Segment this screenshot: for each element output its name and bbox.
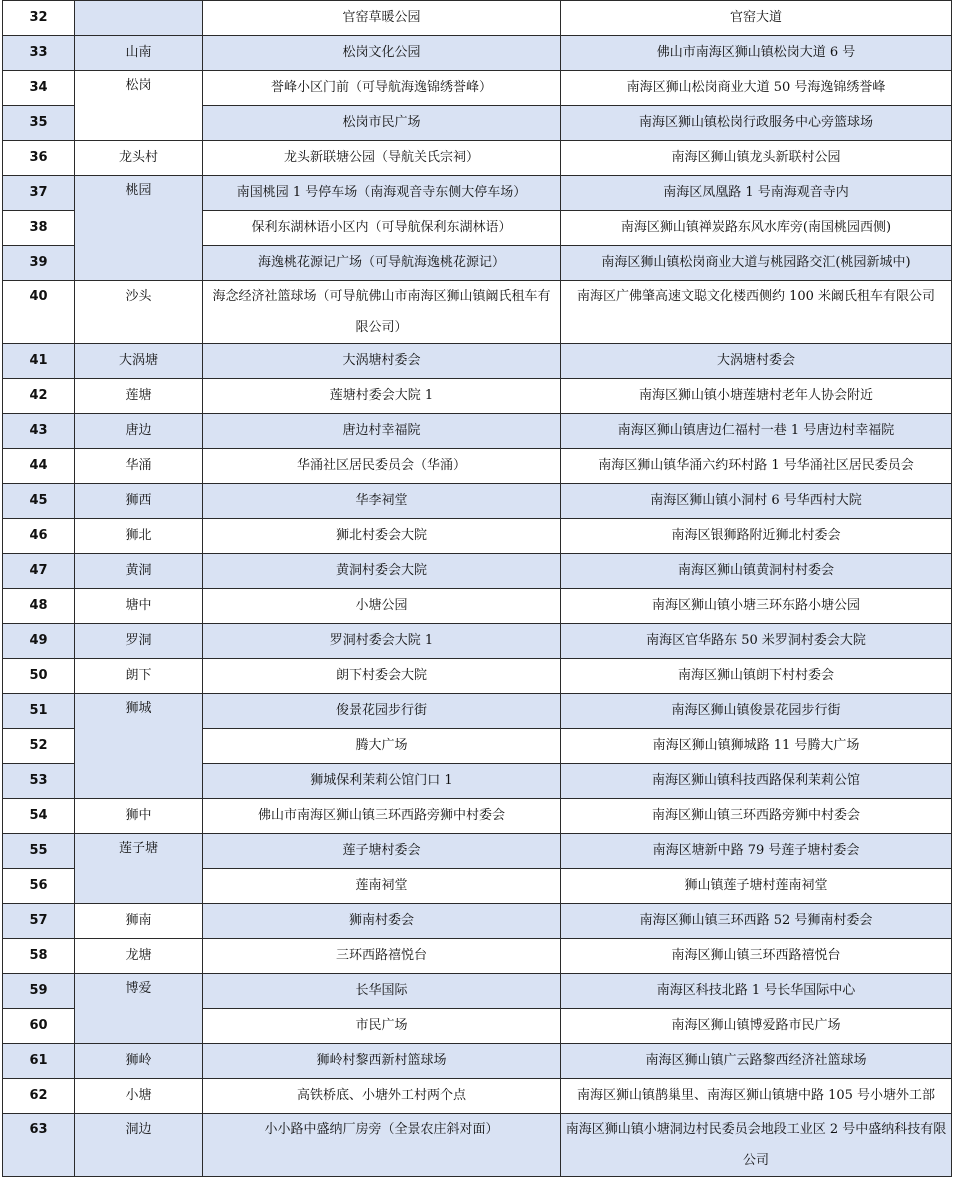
area-cell: 狮城 <box>75 694 203 799</box>
table-row <box>3 974 952 1009</box>
location-address: 南海区狮山镇唐边仁福村一巷 1 号唐边村幸福院 <box>561 414 952 449</box>
location-name: 保利东湖林语小区内（可导航保利东湖林语） <box>203 211 561 246</box>
table-row <box>3 939 952 974</box>
location-name: 海逸桃花源记广场（可导航海逸桃花源记） <box>203 246 561 281</box>
row-number: 37 <box>3 176 75 211</box>
location-address: 南海区狮山镇小塘莲塘村老年人协会附近 <box>561 379 952 414</box>
row-number: 58 <box>3 939 75 974</box>
area-cell: 洞边 <box>75 1114 203 1177</box>
location-address: 南海区广佛肇高速文聪文化楼西侧约 100 米阚氏租车有限公司 <box>561 281 952 344</box>
location-address: 南海区狮山镇三环西路禧悦台 <box>561 939 952 974</box>
location-name: 腾大广场 <box>203 729 561 764</box>
location-table <box>2 0 952 1177</box>
row-number: 38 <box>3 211 75 246</box>
row-number: 51 <box>3 694 75 729</box>
location-name: 佛山市南海区狮山镇三环西路旁狮中村委会 <box>203 799 561 834</box>
location-name: 小小路中盛纳厂房旁（全景农庄斜对面） <box>203 1114 561 1177</box>
row-number: 56 <box>3 869 75 904</box>
area-cell: 罗洞 <box>75 624 203 659</box>
row-number: 46 <box>3 519 75 554</box>
row-number: 32 <box>3 1 75 36</box>
location-name: 海念经济社篮球场（可导航佛山市南海区狮山镇阚氏租车有限公司） <box>203 281 561 344</box>
row-number: 59 <box>3 974 75 1009</box>
table-row <box>3 344 952 379</box>
location-name: 黄洞村委会大院 <box>203 554 561 589</box>
table-row <box>3 1079 952 1114</box>
table-row <box>3 414 952 449</box>
table-row <box>3 1 952 36</box>
row-number: 53 <box>3 764 75 799</box>
location-address: 南海区狮山镇小塘洞边村民委员会地段工业区 2 号中盛纳科技有限公司 <box>561 1114 952 1177</box>
location-name: 朗下村委会大院 <box>203 659 561 694</box>
location-name: 唐边村幸福院 <box>203 414 561 449</box>
location-address: 狮山镇莲子塘村莲南祠堂 <box>561 869 952 904</box>
row-number: 50 <box>3 659 75 694</box>
location-name: 狮岭村黎西新村篮球场 <box>203 1044 561 1079</box>
location-address: 南海区狮山镇龙头新联村公园 <box>561 141 952 176</box>
area-cell: 狮西 <box>75 484 203 519</box>
location-address: 官窑大道 <box>561 1 952 36</box>
area-cell: 龙塘 <box>75 939 203 974</box>
row-number: 54 <box>3 799 75 834</box>
table-row <box>3 484 952 519</box>
area-cell: 狮中 <box>75 799 203 834</box>
location-address: 大涡塘村委会 <box>561 344 952 379</box>
row-number: 39 <box>3 246 75 281</box>
row-number: 45 <box>3 484 75 519</box>
location-name: 莲子塘村委会 <box>203 834 561 869</box>
location-name: 莲塘村委会大院 1 <box>203 379 561 414</box>
location-name: 俊景花园步行街 <box>203 694 561 729</box>
location-name: 市民广场 <box>203 1009 561 1044</box>
location-address: 南海区狮山镇三环西路 52 号狮南村委会 <box>561 904 952 939</box>
location-address: 南海区科技北路 1 号长华国际中心 <box>561 974 952 1009</box>
table-row <box>3 554 952 589</box>
area-cell: 莲塘 <box>75 379 203 414</box>
area-cell: 狮南 <box>75 904 203 939</box>
row-number: 63 <box>3 1114 75 1177</box>
table-row <box>3 36 952 71</box>
row-number: 55 <box>3 834 75 869</box>
area-cell <box>75 1 203 36</box>
area-cell: 唐边 <box>75 414 203 449</box>
location-address: 南海区狮山镇俊景花园步行街 <box>561 694 952 729</box>
area-cell: 莲子塘 <box>75 834 203 904</box>
table-row <box>3 1114 952 1177</box>
table-row <box>3 1044 952 1079</box>
table-row <box>3 659 952 694</box>
location-name: 小塘公园 <box>203 589 561 624</box>
area-cell: 黄洞 <box>75 554 203 589</box>
location-address: 南海区狮山镇朗下村村委会 <box>561 659 952 694</box>
location-address: 南海区狮山镇科技西路保利茉莉公馆 <box>561 764 952 799</box>
table-row <box>3 519 952 554</box>
location-name: 高铁桥底、小塘外工村两个点 <box>203 1079 561 1114</box>
table-row <box>3 799 952 834</box>
row-number: 40 <box>3 281 75 344</box>
area-cell: 朗下 <box>75 659 203 694</box>
location-name: 龙头新联塘公园（导航关氏宗祠） <box>203 141 561 176</box>
location-address: 南海区狮山镇广云路黎西经济社篮球场 <box>561 1044 952 1079</box>
row-number: 52 <box>3 729 75 764</box>
location-name: 莲南祠堂 <box>203 869 561 904</box>
location-name: 华涌社区居民委员会（华涌） <box>203 449 561 484</box>
table-row <box>3 281 952 344</box>
table-row <box>3 449 952 484</box>
location-name: 狮南村委会 <box>203 904 561 939</box>
location-name: 松岗市民广场 <box>203 106 561 141</box>
row-number: 41 <box>3 344 75 379</box>
row-number: 44 <box>3 449 75 484</box>
location-name: 狮城保利茉莉公馆门口 1 <box>203 764 561 799</box>
table-row <box>3 71 952 106</box>
table-row <box>3 834 952 869</box>
table-row <box>3 624 952 659</box>
location-address: 南海区狮山镇狮城路 11 号腾大广场 <box>561 729 952 764</box>
location-name: 华李祠堂 <box>203 484 561 519</box>
row-number: 48 <box>3 589 75 624</box>
area-cell: 小塘 <box>75 1079 203 1114</box>
location-address: 南海区狮山镇博爱路市民广场 <box>561 1009 952 1044</box>
area-cell: 华涌 <box>75 449 203 484</box>
location-name: 官窑草暖公园 <box>203 1 561 36</box>
location-name: 罗洞村委会大院 1 <box>203 624 561 659</box>
area-cell: 大涡塘 <box>75 344 203 379</box>
location-address: 佛山市南海区狮山镇松岗大道 6 号 <box>561 36 952 71</box>
row-number: 36 <box>3 141 75 176</box>
location-name: 南国桃园 1 号停车场（南海观音寺东侧大停车场） <box>203 176 561 211</box>
row-number: 42 <box>3 379 75 414</box>
area-cell: 山南 <box>75 36 203 71</box>
row-number: 61 <box>3 1044 75 1079</box>
location-address: 南海区狮山镇鹊巢里、南海区狮山镇塘中路 105 号小塘外工部 <box>561 1079 952 1114</box>
location-address: 南海区狮山镇禅炭路东风水库旁(南国桃园西侧) <box>561 211 952 246</box>
location-address: 南海区狮山松岗商业大道 50 号海逸锦绣誉峰 <box>561 71 952 106</box>
table-row <box>3 379 952 414</box>
location-address: 南海区狮山镇小洞村 6 号华西村大院 <box>561 484 952 519</box>
row-number: 34 <box>3 71 75 106</box>
area-cell: 龙头村 <box>75 141 203 176</box>
row-number: 35 <box>3 106 75 141</box>
table-row <box>3 141 952 176</box>
row-number: 60 <box>3 1009 75 1044</box>
location-address: 南海区银狮路附近狮北村委会 <box>561 519 952 554</box>
location-address: 南海区狮山镇黄洞村村委会 <box>561 554 952 589</box>
location-address: 南海区狮山镇松岗行政服务中心旁篮球场 <box>561 106 952 141</box>
location-name: 长华国际 <box>203 974 561 1009</box>
area-cell: 狮岭 <box>75 1044 203 1079</box>
row-number: 49 <box>3 624 75 659</box>
location-name: 誉峰小区门前（可导航海逸锦绣誉峰） <box>203 71 561 106</box>
row-number: 62 <box>3 1079 75 1114</box>
table-row <box>3 176 952 211</box>
area-cell: 松岗 <box>75 71 203 141</box>
area-cell: 狮北 <box>75 519 203 554</box>
location-name: 三环西路禧悦台 <box>203 939 561 974</box>
row-number: 33 <box>3 36 75 71</box>
table-row <box>3 694 952 729</box>
area-cell: 沙头 <box>75 281 203 344</box>
location-address: 南海区狮山镇华涌六约环村路 1 号华涌社区居民委员会 <box>561 449 952 484</box>
row-number: 43 <box>3 414 75 449</box>
area-cell: 桃园 <box>75 176 203 281</box>
area-cell: 塘中 <box>75 589 203 624</box>
row-number: 57 <box>3 904 75 939</box>
location-address: 南海区官华路东 50 米罗洞村委会大院 <box>561 624 952 659</box>
location-name: 松岗文化公园 <box>203 36 561 71</box>
location-name: 狮北村委会大院 <box>203 519 561 554</box>
location-address: 南海区狮山镇松岗商业大道与桃园路交汇(桃园新城中) <box>561 246 952 281</box>
row-number: 47 <box>3 554 75 589</box>
table-row <box>3 904 952 939</box>
location-address: 南海区狮山镇三环西路旁狮中村委会 <box>561 799 952 834</box>
location-name: 大涡塘村委会 <box>203 344 561 379</box>
location-address: 南海区狮山镇小塘三环东路小塘公园 <box>561 589 952 624</box>
location-address: 南海区凤凰路 1 号南海观音寺内 <box>561 176 952 211</box>
location-address: 南海区塘新中路 79 号莲子塘村委会 <box>561 834 952 869</box>
table-row <box>3 589 952 624</box>
area-cell: 博爱 <box>75 974 203 1044</box>
